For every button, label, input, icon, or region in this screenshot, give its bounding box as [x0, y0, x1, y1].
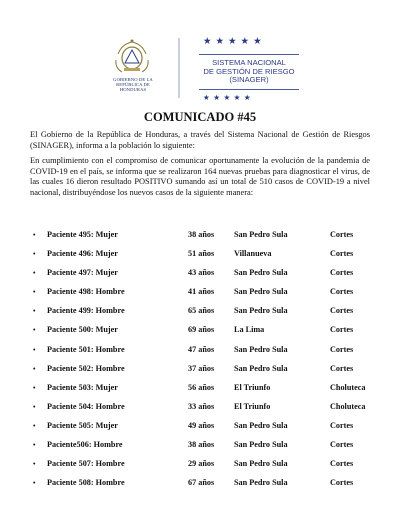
patient-city: San Pedro Sula: [234, 478, 288, 488]
patient-age: 37 años: [188, 363, 215, 373]
bullet-icon: •: [33, 345, 36, 354]
case-list: [30, 228, 380, 495]
patient-age: 47 años: [188, 344, 215, 354]
patient-city: San Pedro Sula: [234, 344, 288, 354]
patient-label: Paciente 501: Hombre: [47, 344, 125, 354]
seal-line: GOBIERNO DE LA: [113, 77, 153, 82]
case-row: [30, 381, 380, 400]
bullet-icon: •: [33, 231, 36, 239]
header-divider: [178, 38, 180, 98]
case-row: [30, 476, 380, 495]
patient-age: 41 años: [188, 287, 215, 297]
stars-top: ★★★★★: [203, 37, 266, 47]
case-row: [30, 228, 380, 247]
bullet-icon: •: [33, 326, 36, 335]
bullet-icon: •: [33, 479, 36, 488]
patient-city: Villanueva: [234, 249, 272, 259]
agency-line: DE GESTIÓN DE RIESGO: [203, 66, 295, 76]
bullet-icon: •: [33, 364, 36, 373]
bullet-icon: •: [33, 441, 36, 450]
case-row: [30, 457, 380, 476]
agency-rule-bottom: [199, 89, 299, 90]
patient-age: 49 años: [188, 420, 215, 430]
case-row: [30, 266, 380, 285]
patient-age: 69 años: [188, 325, 215, 335]
patient-city: San Pedro Sula: [234, 306, 288, 316]
agency-rule-top: [199, 54, 299, 55]
patient-label: Paciente 505: Mujer: [47, 420, 118, 430]
bullet-icon: •: [33, 460, 36, 469]
letterhead: [0, 0, 400, 110]
bullet-icon: •: [33, 288, 36, 297]
agency-line: SISTEMA NACIONAL: [212, 58, 286, 67]
patient-label: Paciente 502: Hombre: [47, 363, 125, 373]
patient-department: Choluteca: [330, 382, 366, 392]
patient-age: 65 años: [188, 306, 215, 316]
patient-department: Cortes: [330, 249, 354, 259]
case-row: [30, 247, 380, 266]
patient-label: Paciente 497: Mujer: [47, 268, 118, 278]
patient-city: San Pedro Sula: [234, 440, 288, 450]
patient-city: San Pedro Sula: [234, 230, 288, 239]
patient-label: Paciente 508: Hombre: [47, 478, 125, 488]
case-row: [30, 362, 380, 381]
patient-department: Cortes: [330, 459, 354, 469]
intro-paragraph: El Gobierno de la República de Honduras, a través del Sistema Nacional de Gestión de Riesgos (SINAGER), informa a la población lo siguiente:: [30, 130, 370, 150]
seal-line: REPÚBLICA DE HONDURAS: [116, 82, 150, 92]
patient-label: Paciente506: Hombre: [47, 440, 123, 450]
patient-city: El Triunfo: [234, 401, 271, 411]
case-row: [30, 323, 380, 342]
case-row: [30, 343, 380, 362]
patient-age: 38 años: [188, 440, 215, 450]
document-title: COMUNICADO #45: [143, 110, 257, 124]
patient-label: Paciente 503: Mujer: [47, 382, 118, 392]
patient-label: Paciente 500: Mujer: [47, 325, 118, 335]
patient-age: 38 años: [188, 230, 215, 239]
patient-department: Cortes: [330, 268, 354, 278]
patient-department: Cortes: [330, 420, 354, 430]
patient-city: San Pedro Sula: [234, 420, 288, 430]
case-row: [30, 285, 380, 304]
patient-department: Cortes: [330, 230, 354, 239]
patient-department: Cortes: [330, 478, 354, 488]
patient-department: Choluteca: [330, 401, 366, 411]
bullet-icon: •: [33, 269, 36, 278]
stars-bottom: ★★★★★: [203, 93, 255, 102]
honduras-seal-icon: [112, 38, 152, 76]
case-row: [30, 438, 380, 457]
patient-city: La Lima: [234, 325, 265, 335]
patient-age: 51 años: [188, 249, 215, 259]
agency-name: [192, 59, 306, 85]
patient-city: El Triunfo: [234, 382, 271, 392]
bullet-icon: •: [33, 421, 36, 430]
patient-age: 67 años: [188, 478, 215, 488]
patient-label: Paciente 504: Hombre: [47, 401, 125, 411]
patient-label: Paciente 499: Hombre: [47, 306, 125, 316]
bullet-icon: •: [33, 383, 36, 392]
patient-city: San Pedro Sula: [234, 363, 288, 373]
patient-label: Paciente 495: Mujer: [47, 230, 118, 239]
patient-department: Cortes: [330, 287, 354, 297]
case-row: [30, 419, 380, 438]
patient-age: 33 años: [188, 401, 215, 411]
patient-city: San Pedro Sula: [234, 268, 288, 278]
patient-city: San Pedro Sula: [234, 287, 288, 297]
patient-department: Cortes: [330, 344, 354, 354]
patient-age: 56 años: [188, 382, 215, 392]
agency-line: (SINAGER): [229, 75, 269, 85]
case-row: [30, 400, 380, 419]
patient-age: 43 años: [188, 268, 215, 278]
patient-city: San Pedro Sula: [234, 459, 288, 469]
patient-label: Paciente 498: Hombre: [47, 287, 125, 297]
bullet-icon: •: [33, 402, 36, 411]
patient-department: Cortes: [330, 440, 354, 450]
patient-department: Cortes: [330, 325, 354, 335]
government-caption: [108, 77, 158, 92]
patient-label: Paciente 496: Mujer: [47, 249, 118, 259]
patient-age: 29 años: [188, 459, 215, 469]
patient-department: Cortes: [330, 363, 354, 373]
bullet-icon: •: [33, 250, 36, 259]
case-row: [30, 304, 380, 323]
patient-label: Paciente 507: Hombre: [47, 459, 125, 469]
patient-department: Cortes: [330, 306, 354, 316]
bullet-icon: •: [33, 307, 36, 316]
body-paragraph: En cumplimiento con el compromiso de comunicar oportunamente la evolución de la pandemia de COVID-19 en el país, se informa que se realizaron 164 nuevas pruebas para diagnosticar el virus, de las cuales 16 dieron resultado POSITIVO sumando así un total de 510 casos de COVID-19 a nivel nacional, distribuyéndose los nuevos casos de la siguiente manera:: [30, 156, 370, 197]
